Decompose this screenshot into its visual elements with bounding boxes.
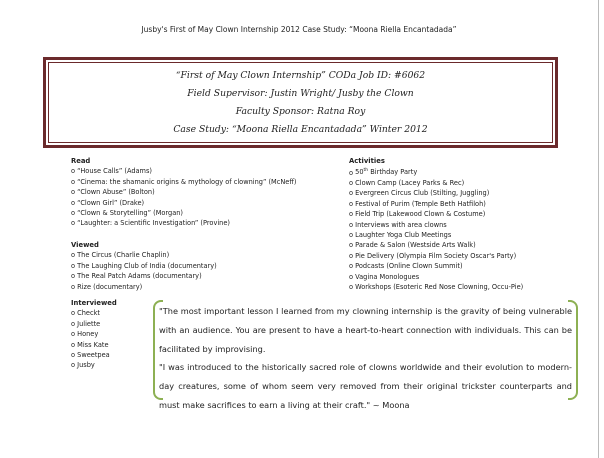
list-item: o Podcasts (Online Clown Summit): [349, 261, 523, 271]
list-item: [349, 166, 523, 178]
viewed-heading: Viewed: [71, 241, 99, 249]
list-item: o The Laughing Club of India (documentary): [71, 261, 217, 271]
list-item: o Workshops (Esoteric Red Nose Clowning, Occu-Pie): [349, 282, 523, 292]
read-heading: Read: [71, 157, 91, 165]
list-item: o Sweetpea: [71, 350, 117, 360]
list-item: o Pie Delivery (Olympia Film Society Oscar's Party): [349, 251, 523, 261]
list-item: o “Clown Girl” (Drake): [71, 198, 296, 208]
item-text: Birthday Party: [368, 168, 418, 177]
list-item: o “Laughter: a Scientific Investigation” (Provine): [71, 218, 296, 228]
interviewed-section: [71, 298, 117, 371]
list-item: o “Clown Abuse” (Bolton): [71, 187, 296, 197]
header-box: [43, 57, 558, 148]
ordinal-suffix: th: [363, 168, 369, 174]
list-item: o Vagina Monologues: [349, 272, 523, 282]
list-item: o “Clown & Storytelling” (Morgan): [71, 208, 296, 218]
activities-section: [349, 156, 523, 292]
read-section: [71, 156, 296, 229]
sponsor-line: Faculty Sponsor: Ratna Roy: [235, 106, 366, 117]
list-item: o Checkt: [71, 308, 117, 318]
list-item: o Evergreen Circus Club (Stilting, Juggling): [349, 188, 523, 198]
viewed-section: [71, 240, 217, 292]
list-item: o Rize (documentary): [71, 282, 217, 292]
interviewed-heading: Interviewed: [71, 299, 117, 307]
case-study-line: Case Study: “Moona Riella Encantadada” Winter 2012: [173, 124, 428, 135]
list-item: o “House Calls” (Adams): [71, 166, 296, 176]
page-title: Jusby's First of May Clown Internship 2012 Case Study: “Moona Riella Encantadada”: [141, 25, 457, 34]
quote-paragraph-2: "I was introduced to the historically sacred role of clowns worldwide and their evolution to modern-day creatures, some of whom seem very removed from their original trickster counterparts and must make sacrifices to earn a living at their craft." ~ Moona: [159, 362, 572, 410]
list-item: o Laughter Yoga Club Meetings: [349, 230, 523, 240]
list-item: o The Real Patch Adams (documentary): [71, 271, 217, 281]
list-item: o Honey: [71, 329, 117, 339]
list-item: o Jusby: [71, 360, 117, 370]
list-item: o Festival of Purim (Temple Beth Hatfiloh): [349, 199, 523, 209]
list-item: o Parade & Salon (Westside Arts Walk): [349, 240, 523, 250]
supervisor-line: Field Supervisor: Justin Wright/ Jusby the Clown: [187, 88, 414, 99]
list-item: o Juliette: [71, 319, 117, 329]
quote-box: [153, 300, 578, 410]
list-item: o Interviews with area clowns: [349, 220, 523, 230]
quote-paragraph-1: "The most important lesson I learned from my clowning internship is the gravity of being vulnerable with an audience. You are present to have a heart-to-heart connection with individuals. This can be facilitated by improvising.: [159, 306, 572, 354]
ordinal-number: 50: [355, 168, 364, 177]
list-item: o Miss Kate: [71, 340, 117, 350]
list-item: o Clown Camp (Lacey Parks & Rec): [349, 178, 523, 188]
list-item: o Field Trip (Lakewood Clown & Costume): [349, 209, 523, 219]
list-item: o The Circus (Charlie Chaplin): [71, 250, 217, 260]
activities-heading: Activities: [349, 157, 385, 165]
list-item: o “Cinema: the shamanic origins & mythology of clowning” (McNeff): [71, 177, 296, 187]
page-edge-divider: [598, 0, 599, 458]
job-id-line: “First of May Clown Internship” CODa Job ID: #6062: [175, 70, 426, 81]
